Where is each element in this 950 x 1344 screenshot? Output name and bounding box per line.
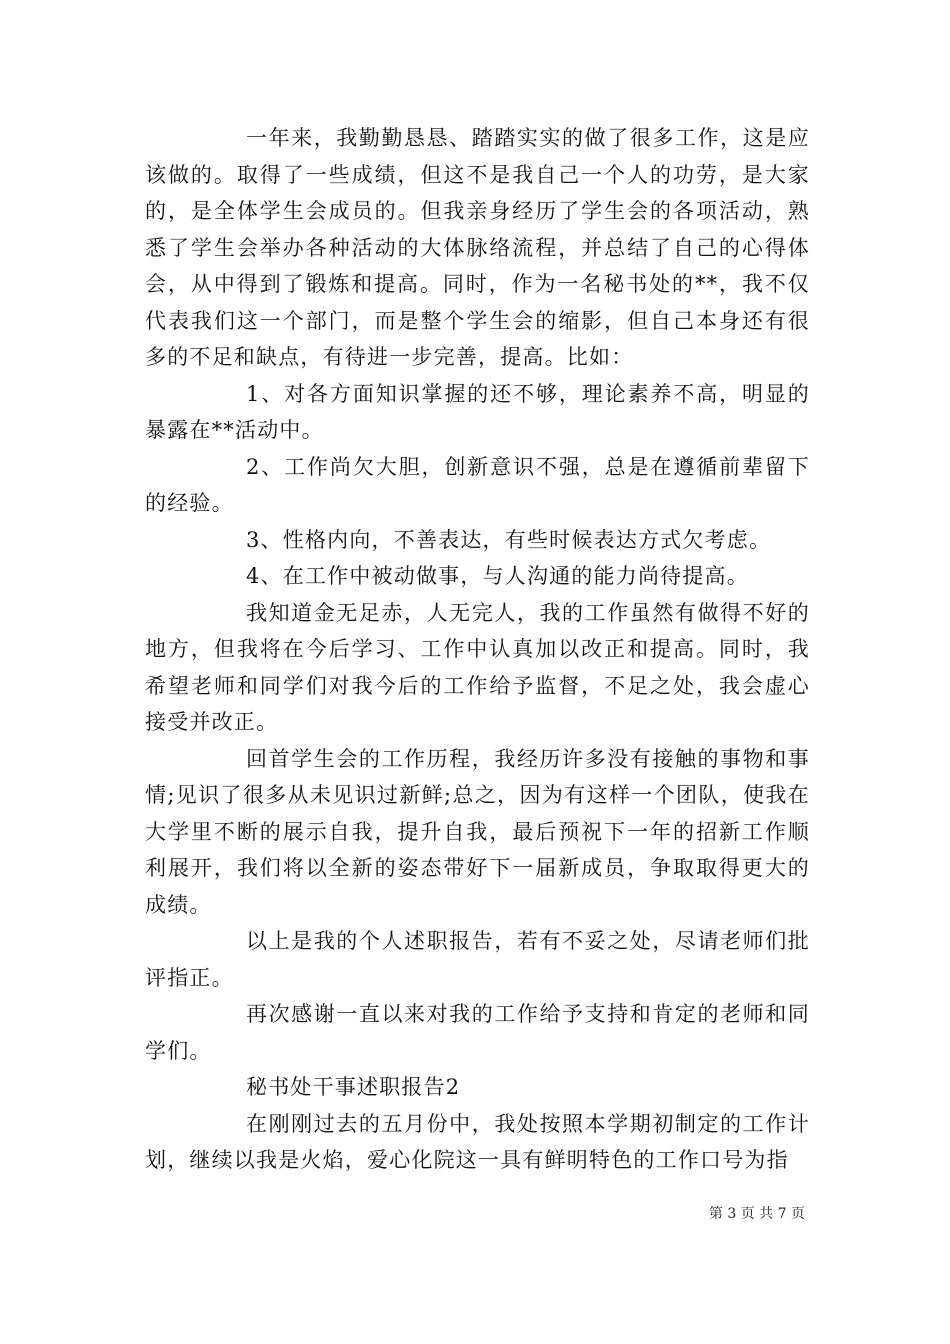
paragraph-improvement: 我知道金无足赤，人无完人，我的工作虽然有做得不好的地方，但我将在今后学习、工作中认真加以改正和提高。同时，我希望老师和同学们对我今后的工作给予监督，不足之处，我会虚心接受并改正。 — [145, 600, 810, 734]
section-heading: 秘书处干事述职报告2 — [246, 1075, 461, 1099]
page-number: 第 3 页 共 7 页 — [708, 1206, 805, 1222]
paragraph-report-2: 在刚刚过去的五月份中，我处按照本学期初制定的工作计划，继续以我是火焰，爱心化院这一具有鲜明特色的工作口号为指 — [145, 1111, 810, 1172]
paragraph-point-2: 2、工作尚欠大胆，创新意识不强，总是在遵循前辈留下的经验。 — [145, 454, 810, 515]
document-body — [145, 120, 810, 1179]
paragraph-point-3: 3、性格内向，不善表达，有些时候表达方式欠考虑。 — [246, 527, 772, 552]
paragraph-thanks: 再次感谢一直以来对我的工作给予支持和肯定的老师和同学们。 — [145, 1002, 810, 1063]
paragraph-point-4: 4、在工作中被动做事，与人沟通的能力尚待提高。 — [246, 564, 749, 588]
paragraph-closing: 以上是我的个人述职报告，若有不妥之处，尽请老师们批评指正。 — [145, 929, 810, 990]
paragraph-summary: 一年来，我勤勤恳恳、踏踏实实的做了很多工作，这是应该做的。取得了一些成绩，但这不是我自己一个人的功劳，是大家的，是全体学生会成员的。但我亲身经历了学生会的各项活动，熟悉了学生会举办各种活动的大体脉络流程，并总结了自己的心得体会，从中得到了锻炼和提高。同时，作为一名秘书处的**，我不仅代表我们这一个部门，而是整个学生会的缩影，但自己本身还有很多的不足和缺点，有待进一步完善，提高。比如： — [145, 126, 810, 369]
paragraph-point-1: 1、对各方面知识掌握的还不够，理论素养不高，明显的暴露在**活动中。 — [145, 381, 810, 442]
paragraph-review: 回首学生会的工作历程，我经历许多没有接触的事物和事情;见识了很多从未见识过新鲜;总之，因为有这样一个团队，使我在大学里不断的展示自我，提升自我，最后预祝下一年的招新工作顺利展开，我们将以全新的姿态带好下一届新成员，争取取得更大的成绩。 — [145, 746, 810, 917]
